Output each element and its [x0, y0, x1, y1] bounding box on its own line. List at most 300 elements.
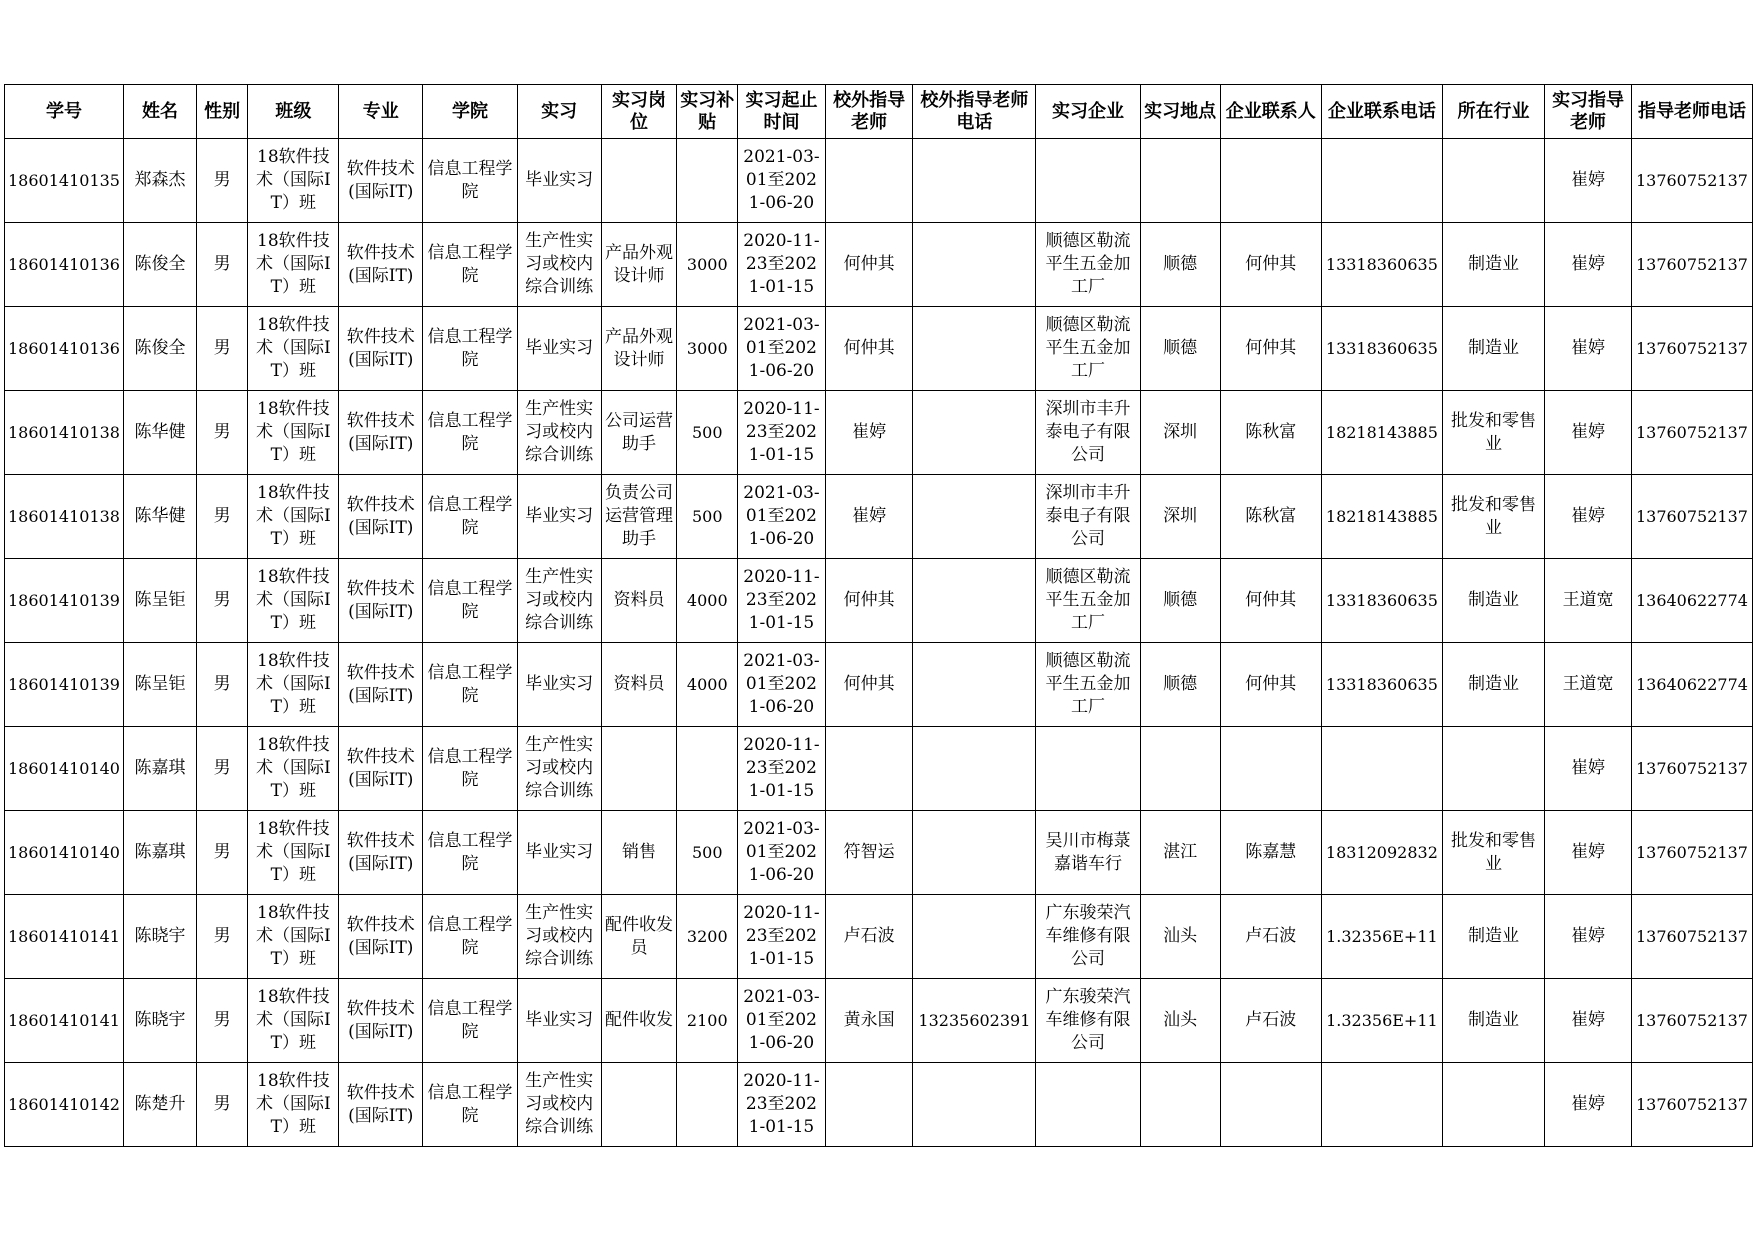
cell-text: 信息工程学院 — [427, 830, 513, 874]
cell-company-contact — [1220, 727, 1321, 811]
cell-text: 18601410142 — [8, 1095, 120, 1114]
cell-company — [1036, 223, 1140, 307]
cell-text: 2021-03-01至2021-06-20 — [743, 819, 820, 885]
cell-text: 2021-03-01至2021-06-20 — [743, 651, 820, 717]
cell-text: 陈秋富 — [1245, 422, 1297, 442]
cell-text: 王道宽 — [1562, 674, 1614, 694]
cell-text: 18软件技术（国际IT）班 — [255, 399, 331, 465]
table-row — [5, 139, 1753, 223]
cell-gender — [196, 307, 247, 391]
cell-text: 批发和零售业 — [1451, 494, 1537, 538]
cell-mentor-phone — [1631, 1063, 1752, 1147]
cell-text: 13640622774 — [1635, 591, 1748, 610]
cell-internship-type — [517, 727, 601, 811]
cell-text: 信息工程学院 — [427, 326, 513, 370]
cell-text: 2020-11-23至2021-01-15 — [743, 903, 820, 969]
cell-internship-type — [517, 1063, 601, 1147]
cell-external-mentor — [825, 559, 913, 643]
cell-text: 信息工程学院 — [427, 578, 513, 622]
cell-location — [1140, 979, 1220, 1063]
cell-name — [123, 727, 196, 811]
cell-text: 汕头 — [1163, 1010, 1198, 1030]
cell-external-mentor-phone — [913, 559, 1036, 643]
cell-class — [248, 391, 339, 475]
cell-text: 18软件技术（国际IT）班 — [255, 651, 331, 717]
cell-industry — [1442, 391, 1544, 475]
cell-period — [738, 307, 826, 391]
cell-industry — [1442, 1063, 1544, 1147]
cell-major — [339, 223, 423, 307]
cell-internship-type — [517, 895, 601, 979]
cell-mentor-phone — [1631, 895, 1752, 979]
cell-text: 崔婷 — [1571, 170, 1606, 190]
cell-position — [601, 811, 677, 895]
cell-text: 18软件技术（国际IT）班 — [255, 147, 331, 213]
cell-text: 1.32356E+11 — [1326, 927, 1438, 946]
cell-major — [339, 895, 423, 979]
cell-text: 广东骏荣汽车维修有限公司 — [1045, 987, 1131, 1053]
cell-industry — [1442, 559, 1544, 643]
cell-external-mentor — [825, 307, 913, 391]
cell-text: 深圳市丰升泰电子有限公司 — [1045, 399, 1131, 465]
cell-company — [1036, 727, 1140, 811]
cell-external-mentor-phone — [913, 139, 1036, 223]
cell-text: 批发和零售业 — [1451, 830, 1537, 874]
cell-company-contact — [1220, 307, 1321, 391]
cell-text: 18312092832 — [1325, 843, 1438, 862]
cell-mentor-phone — [1631, 223, 1752, 307]
cell-text: 制造业 — [1468, 926, 1520, 946]
cell-text: 陈华健 — [134, 506, 186, 526]
cell-external-mentor-phone — [913, 475, 1036, 559]
cell-text: 13760752137 — [1635, 507, 1748, 526]
cell-text: 毕业实习 — [525, 842, 594, 862]
cell-class — [248, 643, 339, 727]
cell-major — [339, 727, 423, 811]
cell-text: 2020-11-23至2021-01-15 — [743, 567, 820, 633]
cell-name — [123, 643, 196, 727]
cell-gender — [196, 979, 247, 1063]
cell-class — [248, 895, 339, 979]
header-location: 实习地点 — [1140, 85, 1220, 139]
cell-text: 广东骏荣汽车维修有限公司 — [1045, 903, 1131, 969]
cell-text: 崔婷 — [1571, 422, 1606, 442]
cell-text: 500 — [691, 843, 723, 862]
header-class: 班级 — [248, 85, 339, 139]
cell-company-phone — [1321, 475, 1442, 559]
cell-company-phone — [1321, 643, 1442, 727]
cell-industry — [1442, 307, 1544, 391]
cell-mentor — [1545, 559, 1632, 643]
cell-student-id — [5, 139, 124, 223]
cell-name — [123, 475, 196, 559]
header-major: 专业 — [339, 85, 423, 139]
cell-text: 崔婷 — [1571, 506, 1606, 526]
cell-company-contact — [1220, 139, 1321, 223]
cell-text: 负责公司运营管理助手 — [604, 483, 673, 549]
table-row — [5, 307, 1753, 391]
cell-text: 3200 — [686, 927, 728, 946]
cell-position — [601, 139, 677, 223]
cell-text: 制造业 — [1468, 674, 1520, 694]
cell-text: 崔婷 — [1571, 842, 1606, 862]
cell-text: 何仲其 — [1245, 338, 1297, 358]
cell-company-phone — [1321, 895, 1442, 979]
cell-mentor-phone — [1631, 979, 1752, 1063]
cell-text: 18软件技术（国际IT）班 — [255, 315, 331, 381]
cell-gender — [196, 895, 247, 979]
cell-gender — [196, 475, 247, 559]
cell-text: 18218143885 — [1325, 507, 1438, 526]
cell-text: 软件技术(国际IT) — [346, 158, 415, 202]
cell-text: 何仲其 — [1245, 674, 1297, 694]
cell-text: 软件技术(国际IT) — [346, 746, 415, 790]
cell-text: 吴川市梅菉嘉谐车行 — [1045, 830, 1131, 874]
cell-text: 陈呈钜 — [134, 674, 186, 694]
cell-subsidy — [677, 139, 738, 223]
cell-text: 13760752137 — [1635, 423, 1748, 442]
cell-mentor-phone — [1631, 139, 1752, 223]
cell-student-id — [5, 979, 124, 1063]
table-row — [5, 223, 1753, 307]
cell-college — [423, 895, 518, 979]
cell-position — [601, 307, 677, 391]
cell-text: 18601410141 — [8, 1011, 120, 1030]
cell-external-mentor — [825, 475, 913, 559]
cell-company-phone — [1321, 391, 1442, 475]
cell-text: 男 — [213, 926, 231, 946]
cell-external-mentor-phone — [913, 391, 1036, 475]
cell-major — [339, 979, 423, 1063]
cell-external-mentor-phone — [913, 727, 1036, 811]
cell-text: 13318360635 — [1325, 591, 1438, 610]
cell-text: 卢石波 — [1245, 1010, 1297, 1030]
cell-external-mentor-phone — [913, 811, 1036, 895]
cell-period — [738, 559, 826, 643]
cell-college — [423, 559, 518, 643]
cell-name — [123, 223, 196, 307]
cell-mentor — [1545, 979, 1632, 1063]
cell-external-mentor-phone — [913, 895, 1036, 979]
cell-internship-type — [517, 223, 601, 307]
cell-subsidy — [677, 979, 738, 1063]
cell-major — [339, 391, 423, 475]
header-internship-type: 实习 — [517, 85, 601, 139]
cell-text: 18601410140 — [8, 843, 120, 862]
cell-text: 2020-11-23至2021-01-15 — [743, 399, 820, 465]
cell-company — [1036, 979, 1140, 1063]
cell-location — [1140, 811, 1220, 895]
cell-text: 软件技术(国际IT) — [346, 410, 415, 454]
cell-class — [248, 1063, 339, 1147]
cell-mentor-phone — [1631, 307, 1752, 391]
cell-text: 2020-11-23至2021-01-15 — [743, 231, 820, 297]
cell-text: 顺德区勒流平生五金加工厂 — [1045, 231, 1131, 297]
cell-industry — [1442, 475, 1544, 559]
cell-text: 销售 — [621, 842, 656, 862]
cell-industry — [1442, 223, 1544, 307]
cell-company-contact — [1220, 811, 1321, 895]
cell-company-contact — [1220, 979, 1321, 1063]
cell-company — [1036, 643, 1140, 727]
cell-text: 陈嘉琪 — [134, 758, 186, 778]
cell-text: 3000 — [686, 339, 728, 358]
cell-student-id — [5, 1063, 124, 1147]
cell-text: 陈华健 — [134, 422, 186, 442]
cell-text: 13760752137 — [1635, 171, 1748, 190]
cell-industry — [1442, 727, 1544, 811]
header-company-phone: 企业联系电话 — [1321, 85, 1442, 139]
cell-text: 深圳市丰升泰电子有限公司 — [1045, 483, 1131, 549]
header-external-mentor: 校外指导老师 — [825, 85, 913, 139]
cell-internship-type — [517, 811, 601, 895]
cell-text: 信息工程学院 — [427, 746, 513, 790]
cell-major — [339, 811, 423, 895]
header-college: 学院 — [423, 85, 518, 139]
cell-text: 陈晓宇 — [134, 926, 186, 946]
cell-text: 产品外观设计师 — [604, 242, 673, 286]
cell-external-mentor-phone — [913, 979, 1036, 1063]
cell-text: 18软件技术（国际IT）班 — [255, 735, 331, 801]
cell-text: 顺德 — [1163, 338, 1198, 358]
cell-company-contact — [1220, 391, 1321, 475]
table-row — [5, 895, 1753, 979]
cell-subsidy — [677, 391, 738, 475]
cell-period — [738, 1063, 826, 1147]
cell-internship-type — [517, 307, 601, 391]
cell-text: 陈俊全 — [134, 338, 186, 358]
cell-gender — [196, 727, 247, 811]
cell-gender — [196, 223, 247, 307]
cell-student-id — [5, 895, 124, 979]
cell-text: 崔婷 — [852, 506, 887, 526]
cell-class — [248, 559, 339, 643]
cell-mentor-phone — [1631, 559, 1752, 643]
cell-text: 陈晓宇 — [134, 1010, 186, 1030]
cell-text: 湛江 — [1163, 842, 1198, 862]
cell-internship-type — [517, 643, 601, 727]
cell-text: 黄永国 — [843, 1010, 895, 1030]
cell-text: 陈呈钜 — [134, 590, 186, 610]
cell-external-mentor-phone — [913, 1063, 1036, 1147]
cell-text: 毕业实习 — [525, 1010, 594, 1030]
cell-position — [601, 391, 677, 475]
cell-external-mentor — [825, 727, 913, 811]
cell-text: 18601410135 — [8, 171, 120, 190]
cell-college — [423, 643, 518, 727]
cell-text: 2021-03-01至2021-06-20 — [743, 987, 820, 1053]
cell-college — [423, 307, 518, 391]
header-position: 实习岗位 — [601, 85, 677, 139]
cell-text: 信息工程学院 — [427, 1082, 513, 1126]
cell-gender — [196, 643, 247, 727]
cell-name — [123, 391, 196, 475]
cell-text: 生产性实习或校内综合训练 — [525, 735, 594, 801]
header-subsidy: 实习补贴 — [677, 85, 738, 139]
cell-text: 男 — [213, 1010, 231, 1030]
cell-text: 男 — [213, 170, 231, 190]
cell-major — [339, 1063, 423, 1147]
table-row — [5, 559, 1753, 643]
cell-text: 符智运 — [843, 842, 895, 862]
cell-gender — [196, 391, 247, 475]
cell-text: 2021-03-01至2021-06-20 — [743, 483, 820, 549]
cell-text: 3000 — [686, 255, 728, 274]
cell-mentor-phone — [1631, 391, 1752, 475]
cell-text: 软件技术(国际IT) — [346, 998, 415, 1042]
cell-class — [248, 475, 339, 559]
cell-text: 18软件技术（国际IT）班 — [255, 231, 331, 297]
cell-text: 2021-03-01至2021-06-20 — [743, 147, 820, 213]
cell-period — [738, 475, 826, 559]
cell-industry — [1442, 643, 1544, 727]
cell-college — [423, 979, 518, 1063]
cell-text: 生产性实习或校内综合训练 — [525, 399, 594, 465]
cell-text: 13760752137 — [1635, 759, 1748, 778]
cell-company-phone — [1321, 559, 1442, 643]
cell-text: 顺德 — [1163, 254, 1198, 274]
cell-text: 1.32356E+11 — [1326, 1011, 1438, 1030]
cell-mentor — [1545, 475, 1632, 559]
cell-text: 卢石波 — [1245, 926, 1297, 946]
cell-company-contact — [1220, 475, 1321, 559]
cell-student-id — [5, 643, 124, 727]
cell-industry — [1442, 979, 1544, 1063]
cell-text: 崔婷 — [852, 422, 887, 442]
cell-text: 崔婷 — [1571, 926, 1606, 946]
cell-company — [1036, 391, 1140, 475]
cell-period — [738, 391, 826, 475]
cell-company-phone — [1321, 811, 1442, 895]
cell-class — [248, 139, 339, 223]
cell-text: 18601410136 — [8, 255, 120, 274]
cell-text: 崔婷 — [1571, 1094, 1606, 1114]
cell-text: 郑森杰 — [134, 170, 186, 190]
cell-student-id — [5, 475, 124, 559]
cell-external-mentor-phone — [913, 643, 1036, 727]
cell-position — [601, 979, 677, 1063]
cell-text: 软件技术(国际IT) — [346, 242, 415, 286]
cell-text: 软件技术(国际IT) — [346, 662, 415, 706]
cell-text: 崔婷 — [1571, 1010, 1606, 1030]
cell-text: 男 — [213, 338, 231, 358]
cell-text: 汕头 — [1163, 926, 1198, 946]
cell-text: 18601410138 — [8, 507, 120, 526]
cell-text: 信息工程学院 — [427, 410, 513, 454]
cell-college — [423, 727, 518, 811]
table-row — [5, 643, 1753, 727]
cell-text: 陈嘉琪 — [134, 842, 186, 862]
cell-college — [423, 139, 518, 223]
cell-external-mentor — [825, 139, 913, 223]
cell-text: 13760752137 — [1635, 843, 1748, 862]
cell-gender — [196, 139, 247, 223]
cell-subsidy — [677, 223, 738, 307]
cell-text: 男 — [213, 422, 231, 442]
cell-text: 软件技术(国际IT) — [346, 1082, 415, 1126]
cell-company — [1036, 811, 1140, 895]
cell-period — [738, 895, 826, 979]
table-header — [5, 85, 1753, 139]
cell-mentor — [1545, 895, 1632, 979]
cell-mentor-phone — [1631, 811, 1752, 895]
cell-industry — [1442, 895, 1544, 979]
cell-text: 配件收发员 — [604, 914, 673, 958]
table-row — [5, 475, 1753, 559]
cell-position — [601, 727, 677, 811]
cell-text: 生产性实习或校内综合训练 — [525, 903, 594, 969]
cell-text: 2020-11-23至2021-01-15 — [743, 735, 820, 801]
cell-text: 18软件技术（国际IT）班 — [255, 1071, 331, 1137]
cell-position — [601, 895, 677, 979]
cell-text: 男 — [213, 674, 231, 694]
cell-text: 崔婷 — [1571, 758, 1606, 778]
cell-location — [1140, 139, 1220, 223]
cell-text: 深圳 — [1163, 506, 1198, 526]
cell-text: 资料员 — [613, 590, 665, 610]
header-student-id: 学号 — [5, 85, 124, 139]
cell-external-mentor — [825, 223, 913, 307]
header-name: 姓名 — [123, 85, 196, 139]
cell-text: 何仲其 — [1245, 254, 1297, 274]
cell-company-phone — [1321, 1063, 1442, 1147]
cell-company-contact — [1220, 223, 1321, 307]
header-row — [5, 85, 1753, 139]
cell-text: 配件收发 — [604, 1010, 673, 1030]
cell-text: 公司运营助手 — [604, 410, 673, 454]
cell-text: 13760752137 — [1635, 339, 1748, 358]
header-mentor: 实习指导老师 — [1545, 85, 1632, 139]
cell-company — [1036, 139, 1140, 223]
cell-subsidy — [677, 643, 738, 727]
cell-industry — [1442, 139, 1544, 223]
cell-subsidy — [677, 307, 738, 391]
cell-text: 陈楚升 — [134, 1094, 186, 1114]
cell-text: 18软件技术（国际IT）班 — [255, 987, 331, 1053]
cell-text: 顺德 — [1163, 674, 1198, 694]
cell-text: 卢石波 — [843, 926, 895, 946]
cell-subsidy — [677, 895, 738, 979]
cell-mentor-phone — [1631, 475, 1752, 559]
cell-company — [1036, 1063, 1140, 1147]
cell-text: 软件技术(国际IT) — [346, 578, 415, 622]
header-mentor-phone: 指导老师电话 — [1631, 85, 1752, 139]
cell-student-id — [5, 559, 124, 643]
cell-text: 13760752137 — [1635, 255, 1748, 274]
cell-text: 顺德区勒流平生五金加工厂 — [1045, 651, 1131, 717]
cell-company-phone — [1321, 307, 1442, 391]
cell-position — [601, 223, 677, 307]
cell-text: 何仲其 — [843, 338, 895, 358]
cell-text: 深圳 — [1163, 422, 1198, 442]
cell-class — [248, 223, 339, 307]
cell-college — [423, 811, 518, 895]
cell-college — [423, 223, 518, 307]
cell-text: 顺德 — [1163, 590, 1198, 610]
cell-text: 批发和零售业 — [1451, 410, 1537, 454]
cell-text: 13640622774 — [1635, 675, 1748, 694]
cell-company-contact — [1220, 1063, 1321, 1147]
cell-text: 生产性实习或校内综合训练 — [525, 231, 594, 297]
cell-location — [1140, 643, 1220, 727]
cell-text: 软件技术(国际IT) — [346, 830, 415, 874]
cell-industry — [1442, 811, 1544, 895]
table-row — [5, 391, 1753, 475]
cell-text: 男 — [213, 758, 231, 778]
cell-text: 毕业实习 — [525, 338, 594, 358]
cell-college — [423, 1063, 518, 1147]
cell-external-mentor — [825, 811, 913, 895]
